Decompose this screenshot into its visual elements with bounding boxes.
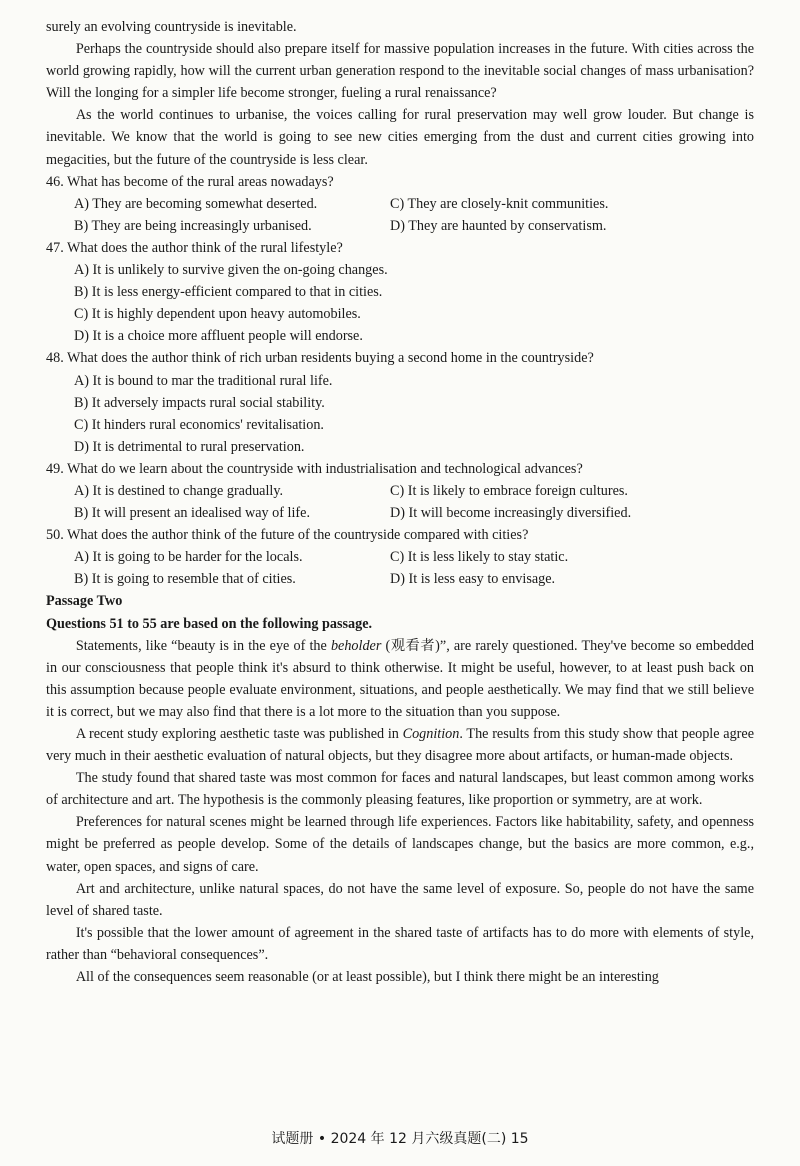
option-a: A) They are becoming somewhat deserted.	[74, 195, 318, 212]
paragraph: Statements, like “beauty is in the eye of the beholder (观看者)”, are rarely questioned. They've become so embedded in our consciousness that people think it's absurd to think otherwise. It might be useful, however, to at least push back on this assumption because people evaluate environment, situations, and people aesthetically. We may find that we still believe it is correct, but we may also find that there is a lot more to the situation than you suppose.	[46, 637, 754, 720]
option-d: D) It will become increasingly diversified.	[390, 505, 632, 522]
option-c: C) It hinders rural economics' revitalisation.	[74, 416, 324, 433]
question-stem: 47. What does the author think of the rural lifestyle?	[46, 239, 343, 256]
option-c: C) They are closely-knit communities.	[390, 195, 609, 212]
section-instruction: Questions 51 to 55 are based on the following passage.	[46, 615, 373, 632]
option-b: B) It is going to resemble that of cities.	[74, 571, 296, 588]
question-options	[46, 193, 754, 237]
option-d: D) It is detrimental to rural preservation.	[74, 438, 305, 455]
option-c: C) It is less likely to stay static.	[390, 549, 569, 566]
option-b: B) It adversely impacts rural social stability.	[74, 394, 325, 411]
paragraph: As the world continues to urbanise, the voices calling for rural preservation may well grow louder. But change is inevitable. We know that the world is going to see new cities emerging from the dust and current cities growing into megacities, but the future of the countryside is less clear.	[46, 107, 754, 168]
question-options	[46, 259, 754, 347]
question-options	[46, 480, 754, 524]
paragraph: surely an evolving countryside is inevitable.	[46, 19, 297, 35]
option-d: D) It is less easy to envisage.	[390, 571, 556, 588]
section-heading: Passage Two	[46, 593, 123, 610]
paragraph: Art and architecture, unlike natural spaces, do not have the same level of exposure. So, people do not have the same level of shared taste.	[46, 880, 754, 919]
paragraph: A recent study exploring aesthetic taste was published in Cognition. The results from this study show that people agree very much in their aesthetic evaluation of natural objects, but they disagree more about artifacts, or human-made objects.	[46, 726, 754, 765]
page-footer: 试题册 • 2024 年 12 月六级真题(二) 15	[271, 1131, 529, 1147]
option-d: D) They are haunted by conservatism.	[390, 217, 607, 234]
paragraph: It's possible that the lower amount of agreement in the shared taste of artifacts has to do more with elements of style, rather than “behavioral consequences”.	[46, 924, 754, 963]
option-b: B) It is less energy-efficient compared to that in cities.	[74, 284, 383, 301]
paragraph: Perhaps the countryside should also prepare itself for massive population increases in the future. With cities across the world growing rapidly, how will the current urban generation respond to the inevitable social changes of mass urbanisation? Will the longing for a simpler life become stronger, fueling a rural renaissance?	[46, 41, 754, 102]
option-c: C) It is likely to embrace foreign cultures.	[390, 482, 628, 499]
option-d: D) It is a choice more affluent people will endorse.	[74, 328, 363, 345]
option-b: B) They are being increasingly urbanised.	[74, 217, 312, 234]
question-stem: 49. What do we learn about the countryside with industrialisation and technological advances?	[46, 460, 583, 477]
option-b: B) It will present an idealised way of life.	[74, 505, 310, 522]
paragraph: Preferences for natural scenes might be learned through life experiences. Factors like habitability, safety, and openness might be preferred as people develop. Some of the details of landscapes change, but the basics are more common, e.g., water, open spaces, and signs of care.	[46, 814, 754, 875]
option-a: A) It is destined to change gradually.	[74, 482, 284, 499]
question-stem: 50. What does the author think of the future of the countryside compared with cities?	[46, 527, 529, 544]
paragraph: The study found that shared taste was most common for faces and natural landscapes, but least common among works of architecture and art. The hypothesis is the commonly pleasing features, like proportion or symmetry, are at work.	[46, 770, 754, 809]
question-stem: 48. What does the author think of rich urban residents buying a second home in the countryside?	[46, 350, 594, 367]
question-options	[46, 546, 754, 590]
paragraph: All of the consequences seem reasonable (or at least possible), but I think there might be an interesting	[75, 969, 659, 986]
option-a: A) It is unlikely to survive given the on-going changes.	[74, 262, 388, 279]
question-stem: 46. What has become of the rural areas nowadays?	[46, 173, 334, 190]
question-options	[46, 370, 754, 458]
option-c: C) It is highly dependent upon heavy automobiles.	[74, 306, 361, 323]
option-a: A) It is bound to mar the traditional rural life.	[74, 372, 333, 389]
option-a: A) It is going to be harder for the locals.	[74, 549, 303, 566]
